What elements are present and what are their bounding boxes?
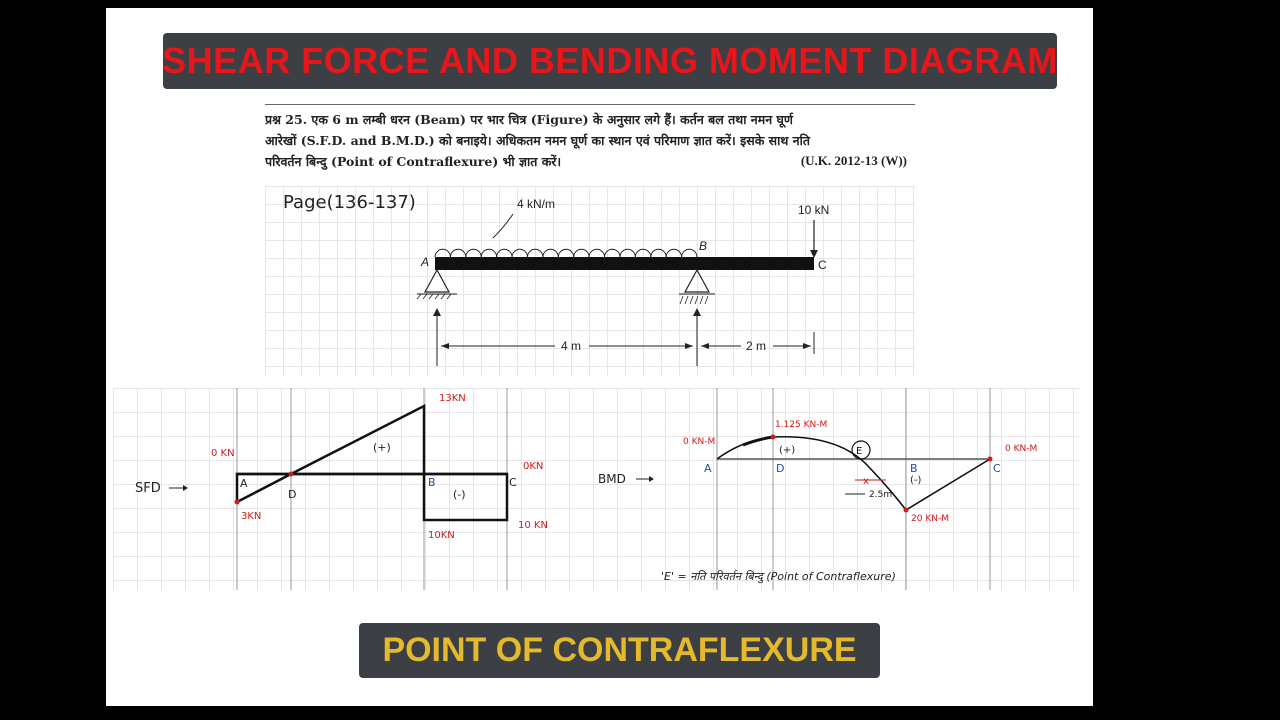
bmd-point-a: A (704, 462, 712, 475)
support-b-hatch (680, 296, 708, 304)
udl-loop (558, 249, 573, 257)
bmd-point-b: B (910, 462, 918, 475)
udl-loop (527, 249, 542, 257)
bmd-value-c: 0 KN-M (1005, 444, 1038, 454)
udl-loop (605, 249, 620, 257)
caption-text: POINT OF CONTRAFLEXURE (382, 631, 857, 669)
bmd-curve (717, 437, 990, 510)
udl-loop (589, 249, 604, 257)
sfd-point-b: B (428, 476, 436, 489)
udl-loop (682, 249, 697, 257)
bmd-point-d-marker (771, 435, 776, 440)
bmd-sign-positive: (+) (779, 445, 796, 456)
sfd-value-right-top: 0KN (523, 461, 544, 472)
beam-body (435, 257, 814, 270)
udl-loop (466, 249, 481, 257)
udl-loop (497, 249, 512, 257)
bmd-distance-label: 2.5m (869, 490, 893, 500)
udl-loop (666, 249, 681, 257)
udl-loop (481, 249, 496, 257)
reaction-b-arrowhead (693, 308, 701, 316)
sfd-point-d: D (288, 488, 297, 501)
page-reference: Page(136-137) (283, 192, 416, 213)
sfd-positive-triangle (291, 406, 424, 474)
udl-loop (635, 249, 650, 257)
bmd-curve-highlight (743, 437, 773, 445)
dim-ab-arrow-left (441, 343, 449, 349)
bmd-point-e: E (856, 446, 863, 457)
caption-banner (359, 623, 880, 678)
udl-loop (512, 249, 527, 257)
bmd-value-d: 1.125 KN-M (775, 420, 828, 430)
point-load-label: 10 kN (798, 203, 830, 217)
sfd-value-b-bottom: 10KN (428, 530, 455, 541)
dim-ab-label: 4 m (561, 339, 582, 353)
sfd-label-arrowhead (183, 485, 188, 491)
bmd-point-c-marker (988, 457, 993, 462)
udl-label: 4 kN/m (517, 197, 556, 211)
point-load-arrowhead (810, 250, 818, 258)
sfd-diagram (113, 388, 593, 590)
reaction-a-arrowhead (433, 308, 441, 316)
bmd-value-a: 0 KN-M (683, 437, 716, 447)
sfd-point-a-marker (235, 500, 240, 505)
dim-ab-arrow-right (685, 343, 693, 349)
bmd-sign-negative: (-) (910, 475, 922, 486)
udl-loop (450, 249, 465, 257)
sfd-value-left-top: 0 KN (211, 448, 235, 459)
support-b-label: B (699, 239, 708, 253)
support-a-label: A (421, 255, 430, 269)
question-block (265, 104, 915, 170)
support-a-hatch (417, 294, 451, 299)
end-c-label: C (818, 258, 827, 272)
udl-loop (651, 249, 666, 257)
sfd-region-a: A (240, 477, 248, 490)
bmd-point-c: C (993, 462, 1001, 475)
support-b-pin (685, 270, 709, 292)
question-line-2: आरेखों (S.F.D. and B.M.D.) को बनाइये। अधिकतम नमन घूर्ण का स्थान एवं परिमाण ज्ञात करें। इसके साथ नति (265, 133, 810, 148)
dim-bc-arrow-left (701, 343, 709, 349)
dim-bc-label: 2 m (746, 339, 767, 353)
beam-figure (265, 186, 915, 376)
support-a-pin (425, 270, 449, 292)
udl-loop (574, 249, 589, 257)
sfd-point-d-marker (289, 472, 294, 477)
bmd-label: BMD (598, 472, 626, 486)
udl-pointer (493, 214, 513, 238)
udl-load (435, 249, 697, 257)
page-title: SHEAR FORCE AND BENDING MOMENT DIAGRAM (162, 40, 1058, 81)
udl-loop (435, 249, 450, 257)
title-banner (163, 33, 1057, 89)
sfd-sign-positive: (+) (373, 441, 391, 454)
bmd-point-d: D (776, 462, 785, 475)
sfd-value-c-bottom: 10 KN (518, 520, 548, 531)
sfd-guide-lines (237, 388, 507, 590)
bmd-label-arrowhead (649, 476, 654, 482)
udl-loop (620, 249, 635, 257)
bmd-diagram (593, 388, 1080, 590)
question-line-3: परिवर्तन बिन्दु (Point of Contraflexure) भी ज्ञात करें। (265, 154, 562, 169)
sfd-value-left-bottom: 3KN (241, 511, 262, 522)
sfd-value-top: 13KN (439, 393, 466, 404)
udl-loop (543, 249, 558, 257)
bmd-guide-lines (717, 388, 990, 590)
bmd-x-label: x (863, 476, 869, 487)
sfd-label: SFD (135, 481, 161, 496)
sfd-sign-negative: (-) (453, 488, 466, 501)
bmd-point-b-marker (904, 508, 909, 513)
question-line-1: प्रश्न 25. एक 6 m लम्बी धरन (Beam) पर भार चित्र (Figure) के अनुसार लगे हैं। कर्तन बल तथा नमन घूर्ण (265, 112, 793, 127)
bmd-value-b: 20 KN-M (911, 514, 949, 524)
question-reference: (U.K. 2012-13 (W)) (800, 153, 907, 168)
bmd-note: 'E' = नति परिवर्तन बिन्दु (Point of Contraflexure) (661, 570, 896, 583)
sfd-point-c: C (509, 476, 517, 489)
dim-bc-arrow-right (803, 343, 811, 349)
